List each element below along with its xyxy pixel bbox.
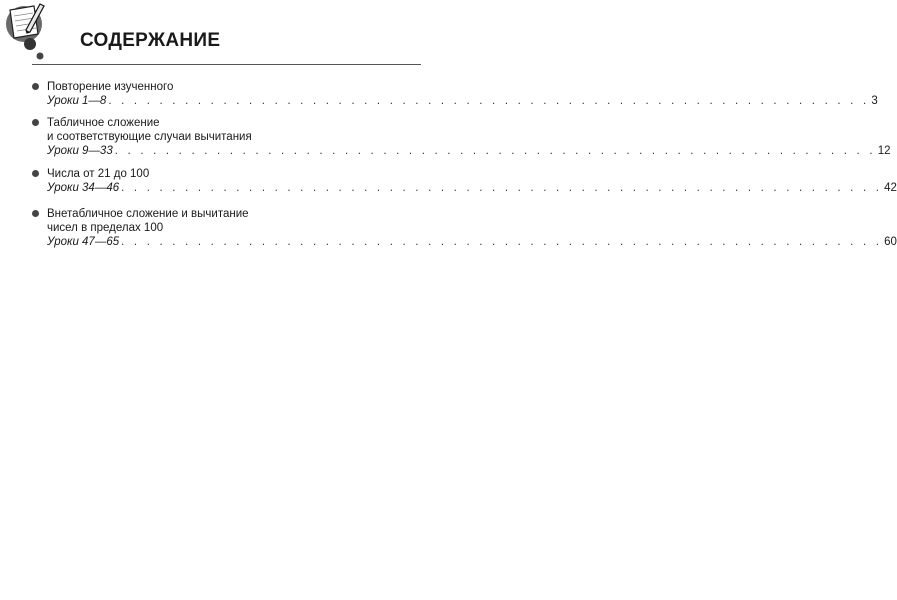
section-heading-continued: и соответствующие случаи вычитания (47, 131, 252, 143)
toc-entry-table-addition (32, 116, 891, 158)
toc-entry-review (32, 80, 878, 108)
section-heading: Числа от 21 до 100 (47, 168, 150, 180)
dot-leader: . . . . . . . . . . . . . . . . . . . . . . . . . . . . . . . . . . . . . . . . . . . . . . . . . . . . . . . . . . . . (121, 236, 883, 248)
toc-entry-extra-table (32, 207, 897, 249)
lessons-row (47, 94, 878, 108)
toc-entry-numbers-21-100 (32, 167, 897, 195)
lessons-row (47, 181, 897, 195)
dot-leader: . . . . . . . . . . . . . . . . . . . . . . . . . . . . . . . . . . . . . . . . . . . . . . . . . . . . . . . . . . . . (121, 182, 883, 194)
lessons-row (47, 235, 897, 249)
page-title: СОДЕРЖАНИЕ (80, 30, 221, 51)
dot-leader: . . . . . . . . . . . . . . . . . . . . . . . . . . . . . . . . . . . . . . . . . . . . . . . . . . . . . . . . . . . . (108, 95, 870, 107)
bullet-icon (32, 170, 39, 177)
page-number: 42 (884, 182, 897, 194)
page-number: 12 (877, 145, 891, 157)
page-number: 60 (884, 236, 897, 248)
lessons-range: Уроки 9—33 (47, 145, 113, 157)
notebook-pencil-icon (0, 0, 66, 66)
bullet-icon (32, 210, 39, 217)
lessons-range: Уроки 34—46 (47, 182, 120, 194)
page-number: 3 (871, 95, 878, 107)
title-divider (32, 64, 421, 65)
section-heading: Повторение изученного (47, 81, 174, 93)
bullet-icon (32, 83, 39, 90)
dot-leader: . . . . . . . . . . . . . . . . . . . . . . . . . . . . . . . . . . . . . . . . . . . . . . . . . . . . . . . . . . . . (114, 145, 876, 157)
lessons-range: Уроки 1—8 (47, 95, 107, 107)
section-heading-continued: чисел в пределах 100 (47, 222, 164, 234)
lessons-row (47, 144, 891, 158)
lessons-range: Уроки 47—65 (47, 236, 120, 248)
section-heading: Табличное сложение (47, 117, 160, 129)
bullet-icon (32, 119, 39, 126)
section-heading: Внетабличное сложение и вычитание (47, 208, 249, 220)
